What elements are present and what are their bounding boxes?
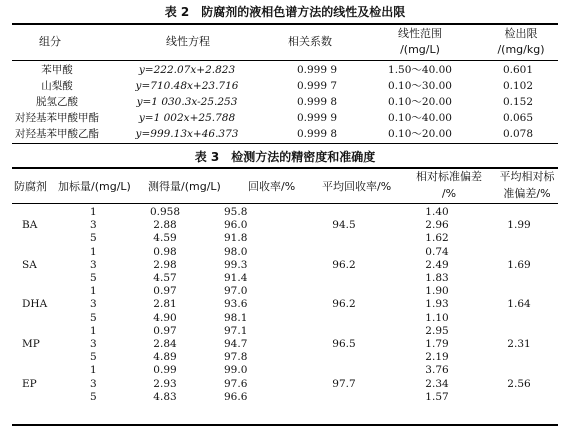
table3-added-cell: 1	[90, 206, 97, 218]
table3-empty-cell	[480, 351, 558, 364]
table3-recovery-cell: 98.1	[224, 311, 248, 324]
table2-row	[12, 62, 558, 78]
table2-header-component: 组分	[39, 35, 61, 48]
table2-header-range-line1: 线性范围	[398, 27, 442, 40]
table3-avg-recovery-cell: 96.2	[332, 258, 356, 271]
table3-added-cell: 5	[90, 272, 97, 285]
table3-avg-rsd-cell: 2.56	[507, 377, 531, 390]
table3-rsd-cell: 0.74	[425, 245, 449, 258]
table3-header-avg-rsd-line2: 准偏差/%	[503, 187, 551, 200]
table3-empty-cell	[480, 232, 558, 245]
table3-empty-cell	[12, 206, 60, 219]
table3-added-cell: 5	[90, 232, 97, 245]
table3-added-cell: 5	[90, 390, 97, 403]
table2-row	[12, 94, 558, 110]
table2-component-cell: 脱氢乙酸	[36, 96, 78, 108]
table3-rsd-cell: 1.83	[425, 272, 449, 285]
table3-row	[12, 312, 558, 325]
table3-added-cell: 3	[90, 338, 97, 351]
table3-row	[12, 206, 558, 219]
table3-empty-cell	[480, 364, 558, 377]
table3-preservative-cell: BA	[22, 219, 38, 232]
table2-lod-cell: 0.102	[502, 80, 534, 92]
table3-empty-cell	[294, 206, 394, 219]
table3-empty-cell	[480, 325, 558, 338]
table3-body	[12, 206, 558, 404]
table3-measured-cell: 4.90	[153, 311, 177, 324]
table3-rsd-cell: 1.62	[425, 232, 449, 245]
table2-component-cell: 对羟基苯甲酸甲酯	[15, 112, 99, 124]
table3-avg-rsd-cell: 1.64	[507, 298, 531, 311]
table3-empty-cell	[480, 285, 558, 298]
table3-empty-cell	[480, 391, 558, 404]
table3-avg-recovery-cell: 94.5	[332, 219, 356, 232]
table3-empty-cell	[12, 325, 60, 338]
table3-added-cell: 1	[90, 245, 97, 258]
table3-measured-cell: 2.98	[153, 258, 177, 271]
table3-empty-cell	[294, 325, 394, 338]
table3-recovery-cell: 98.0	[224, 245, 248, 258]
table3-recovery-cell: 94.7	[224, 338, 248, 351]
table3-avg-rsd-cell: 2.31	[507, 338, 531, 351]
table3-header-measured: 测得量/(mg/L)	[148, 180, 221, 193]
table2-top-rule	[12, 23, 558, 25]
table3-empty-cell	[12, 285, 60, 298]
table2-equation-cell: y=222.07x+2.823	[138, 64, 236, 76]
table3-added-cell: 1	[90, 285, 97, 298]
table3-row	[12, 219, 558, 232]
table2-correlation-cell: 0.999 9	[296, 64, 338, 76]
table2-header-lod-line2: /(mg/kg)	[497, 43, 545, 56]
table3-header-recovery: 回收率/%	[248, 180, 296, 193]
table2-component-cell: 对羟基苯甲酸乙酯	[15, 128, 99, 140]
table3-header-added: 加标量/(mg/L)	[58, 180, 131, 193]
table3-row	[12, 246, 558, 259]
table2-component-cell: 山梨酸	[41, 80, 73, 92]
table3-preservative-cell: MP	[22, 338, 40, 351]
table3-row	[12, 298, 558, 311]
table3-empty-cell	[294, 272, 394, 285]
table3-added-cell: 3	[90, 298, 97, 311]
table3-caption: 表 3 检测方法的精密度和准确度	[194, 150, 376, 164]
table3-recovery-cell: 97.1	[224, 324, 248, 337]
table3-preservative-cell: DHA	[22, 298, 48, 311]
table2-body	[12, 62, 558, 142]
table3-rsd-cell: 2.19	[425, 351, 449, 364]
table3-empty-cell	[480, 206, 558, 219]
table2-equation-cell: y=999.13x+46.373	[135, 128, 239, 140]
table3-recovery-cell: 95.8	[224, 206, 248, 218]
table3-empty-cell	[12, 364, 60, 377]
table3-row	[12, 338, 558, 351]
table2-bottom-rule	[12, 143, 558, 144]
table3-measured-cell: 4.57	[153, 272, 177, 285]
table3-recovery-cell: 97.6	[224, 377, 248, 390]
table2-caption: 表 2 防腐剂的液相色谱方法的线性及检出限	[164, 5, 406, 19]
table3-rsd-cell: 2.96	[425, 219, 449, 232]
table2-header-rule	[12, 60, 558, 61]
table3-avg-recovery-cell: 96.5	[332, 338, 356, 351]
table3-measured-cell: 4.83	[153, 390, 177, 403]
table3-top-rule	[12, 167, 558, 169]
table3-empty-cell	[480, 312, 558, 325]
table3-empty-cell	[12, 312, 60, 325]
table3-row	[12, 272, 558, 285]
table2-range-cell: 0.10～30.00	[388, 80, 452, 92]
table3-measured-cell: 2.81	[153, 298, 177, 311]
table3-measured-cell: 4.89	[153, 351, 177, 364]
table3-header-avg-rsd-line1: 平均相对标	[499, 170, 555, 183]
table3-recovery-cell: 96.0	[224, 219, 248, 232]
table3-avg-rsd-cell: 1.69	[507, 258, 531, 271]
table3-rsd-cell: 1.57	[425, 390, 449, 403]
table3-measured-cell: 0.97	[153, 324, 177, 337]
table3-rsd-cell: 1.93	[425, 298, 449, 311]
table3-row	[12, 364, 558, 377]
table3-empty-cell	[294, 351, 394, 364]
table3-recovery-cell: 97.8	[224, 351, 248, 364]
table2-range-cell: 1.50～40.00	[388, 64, 452, 76]
table2-row	[12, 78, 558, 94]
table2-header-lod-line1: 检出限	[504, 27, 538, 40]
table3-row	[12, 378, 558, 391]
table3-recovery-cell: 99.3	[224, 258, 248, 271]
table3-added-cell: 1	[90, 364, 97, 377]
table3-row	[12, 285, 558, 298]
table3-added-cell: 5	[90, 351, 97, 364]
table3-recovery-cell: 91.8	[224, 232, 248, 245]
table2-range-cell: 0.10～20.00	[388, 96, 452, 108]
table3-preservative-cell: EP	[22, 377, 37, 390]
table3-recovery-cell: 91.4	[224, 272, 248, 285]
table3-empty-cell	[12, 391, 60, 404]
table3-rsd-cell: 3.76	[425, 364, 449, 377]
table3-added-cell: 3	[90, 258, 97, 271]
table3-rsd-cell: 1.79	[425, 338, 449, 351]
table3-measured-cell: 2.88	[153, 219, 177, 232]
table3-rsd-cell: 2.49	[425, 258, 449, 271]
table3-rsd-cell: 1.10	[425, 311, 449, 324]
table3-row	[12, 259, 558, 272]
table2-range-cell: 0.10～20.00	[388, 128, 452, 140]
table2-lod-cell: 0.065	[502, 112, 534, 124]
table3-header-rsd-line1: 相对标准偏差	[416, 170, 482, 183]
table3-measured-cell: 0.99	[153, 364, 177, 377]
table3-row	[12, 391, 558, 404]
table3-measured-cell: 0.97	[153, 285, 177, 298]
table3-recovery-cell: 96.6	[224, 390, 248, 403]
table3-row	[12, 325, 558, 338]
table3-added-cell: 1	[90, 324, 97, 337]
table3-measured-cell: 0.958	[149, 206, 181, 218]
table3-empty-cell	[294, 232, 394, 245]
table3-added-cell: 3	[90, 377, 97, 390]
table3-rsd-cell: 1.40	[425, 206, 449, 218]
table2-correlation-cell: 0.999 8	[296, 96, 338, 108]
table3-empty-cell	[294, 246, 394, 259]
table3-measured-cell: 2.84	[153, 338, 177, 351]
table2-row	[12, 126, 558, 142]
table3-empty-cell	[12, 232, 60, 245]
table2-correlation-cell: 0.999 8	[296, 128, 338, 140]
table3-header-preservative: 防腐剂	[14, 180, 47, 193]
table3-rsd-cell: 1.90	[425, 285, 449, 298]
table3-empty-cell	[480, 272, 558, 285]
table3-header-rsd-line2: /%	[441, 187, 457, 200]
table3-empty-cell	[12, 351, 60, 364]
table2-correlation-cell: 0.999 7	[296, 80, 338, 92]
table3-avg-rsd-cell: 1.99	[507, 219, 531, 232]
table2-header-range-line2: /(mg/L)	[400, 43, 440, 56]
table3-recovery-cell: 93.6	[224, 298, 248, 311]
table3-row	[12, 351, 558, 364]
table2-lod-cell: 0.078	[502, 128, 534, 140]
table2-component-cell: 苯甲酸	[41, 64, 73, 76]
table2-equation-cell: y=1 002x+25.788	[138, 112, 236, 124]
table3-rsd-cell: 2.95	[425, 324, 449, 337]
table2-header-correlation: 相关系数	[288, 35, 332, 48]
table3-empty-cell	[294, 391, 394, 404]
table2-range-cell: 0.10～40.00	[388, 112, 452, 124]
table2-equation-cell: y=710.48x+23.716	[135, 80, 239, 92]
table3-header-rule	[12, 203, 558, 204]
table2-row	[12, 110, 558, 126]
table3-empty-cell	[12, 246, 60, 259]
table3-added-cell: 5	[90, 311, 97, 324]
table3-empty-cell	[480, 246, 558, 259]
table3-measured-cell: 0.98	[153, 245, 177, 258]
table3-header-avg-recovery: 平均回收率/%	[322, 180, 392, 193]
table2-header-equation: 线性方程	[166, 35, 210, 48]
table3-rsd-cell: 2.34	[425, 377, 449, 390]
table3-empty-cell	[294, 285, 394, 298]
table3-avg-recovery-cell: 96.2	[332, 298, 356, 311]
table3-empty-cell	[294, 312, 394, 325]
table3-added-cell: 3	[90, 219, 97, 232]
table3-preservative-cell: SA	[22, 258, 37, 271]
table2-equation-cell: y=1 030.3x-25.253	[136, 96, 238, 108]
table3-row	[12, 232, 558, 245]
table3-empty-cell	[294, 364, 394, 377]
table3-recovery-cell: 99.0	[224, 364, 248, 377]
table2-correlation-cell: 0.999 9	[296, 112, 338, 124]
table2-lod-cell: 0.601	[502, 64, 534, 76]
table3-avg-recovery-cell: 97.7	[332, 377, 356, 390]
table3-recovery-cell: 97.0	[224, 285, 248, 298]
table3-empty-cell	[12, 272, 60, 285]
table3-measured-cell: 2.93	[153, 377, 177, 390]
table2-lod-cell: 0.152	[502, 96, 534, 108]
table3-measured-cell: 4.59	[153, 232, 177, 245]
